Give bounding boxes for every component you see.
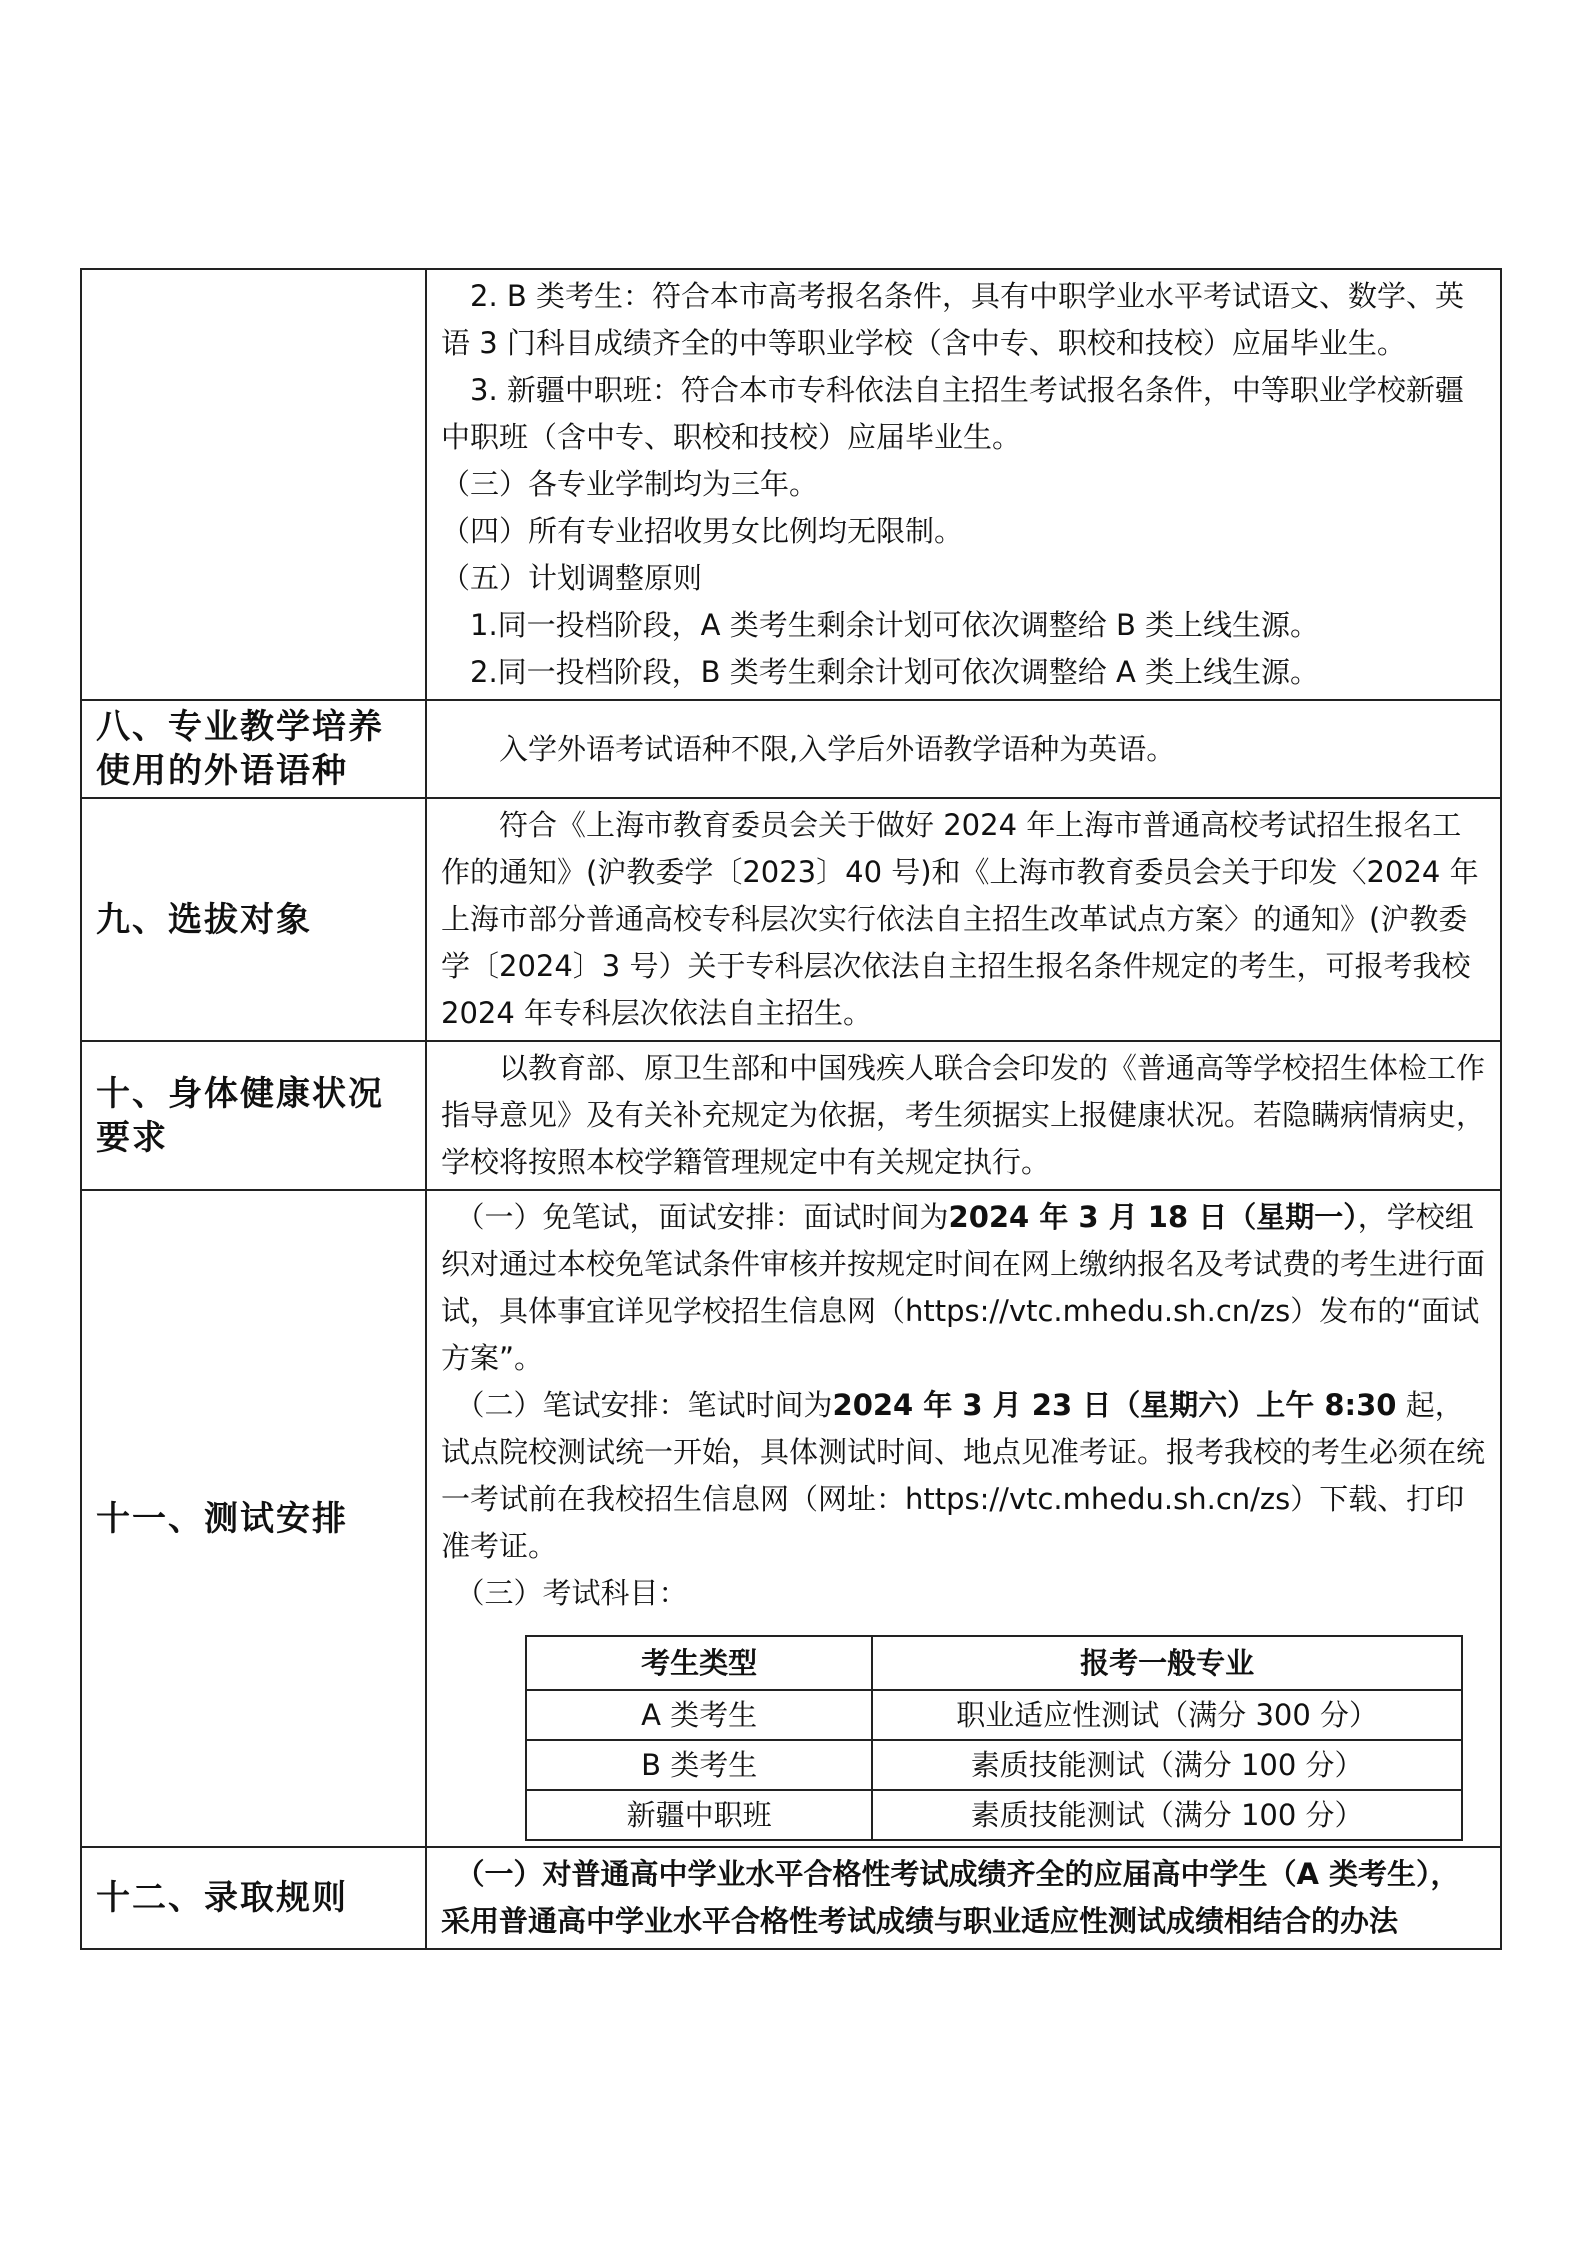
text: （一）免笔试，面试安排：面试时间为 [455,1200,949,1234]
admission-info-table [80,268,1502,1950]
paragraph: （四）所有专业招收男女比例均无限制。 [441,514,964,548]
paragraph: 入学外语考试语种不限,入学后外语教学语种为英语。 [499,731,1176,766]
row-label-foreign-language: 八、专业教学培养使用的外语语种 [81,700,426,798]
table-cell: 新疆中职班 [526,1790,872,1840]
table-cell: 素质技能测试（满分 100 分） [872,1740,1462,1790]
row-label-selection-target: 九、选拔对象 [81,798,426,1041]
table-header-row [526,1636,1462,1690]
written-test-paragraph [441,1382,1488,1570]
interview-paragraph [441,1194,1488,1382]
row-content-exam-eligibility [426,269,1501,700]
row-label-admission-rules: 十二、录取规则 [81,1847,426,1949]
column-header: 报考一般专业 [872,1636,1462,1690]
paragraph: 3. 新疆中职班：符合本市专科依法自主招生考试报名条件，中等职业学校新疆中职班（含中专、职校和技校）应届毕业生。 [441,373,1464,454]
row-content-test-arrangement [426,1190,1501,1847]
row-label-empty [81,269,426,700]
table-row [526,1690,1462,1740]
paragraph: （一）对普通高中学业水平合格性考试成绩齐全的应届高中学生（A 类考生），采用普通高中学业水平合格性考试成绩与职业适应性测试成绩相结合的办法 [441,1857,1460,1938]
paragraph: 2.同一投档阶段，B 类考生剩余计划可依次调整给 A 类上线生源。 [470,655,1320,689]
paragraph: 符合《上海市教育委员会关于做好 2024 年上海市普通高校考试招生报名工作的通知》(沪教委学〔2023〕40 号)和《上海市教育委员会关于印发〈2024 年上海市部分普通高校专科层次实行依法自主招生改革试点方案〉的通知》(沪教委学〔2024〕3 号）关于专科层次依法自主招生报名条件规定的考生，可报考我校 2024 年专科层次依法自主招生。 [441,808,1479,1030]
paragraph: （三）各专业学制均为三年。 [441,467,819,501]
table-row [81,269,1501,700]
table-cell: B 类考生 [526,1740,872,1790]
row-label-test-arrangement: 十一、测试安排 [81,1190,426,1847]
written-test-date: 2024 年 3 月 23 日（星期六）上午 8:30 [832,1388,1397,1422]
column-header: 考生类型 [526,1636,872,1690]
table-row [81,700,1501,798]
table-row [81,1190,1501,1847]
text: （二）笔试安排：笔试时间为 [455,1388,833,1422]
table-row [81,1847,1501,1949]
text: 起，试点院校测试统一开始，具体测试时间、地点见准考证。报考我校的考生必须在统一考试前在我校招生信息网（网址：https://vtc.mhedu.sh.cn/zs）下载、打印准考证。 [441,1388,1486,1563]
table-cell: 素质技能测试（满分 100 分） [872,1790,1462,1840]
paragraph: 以教育部、原卫生部和中国残疾人联合会印发的《普通高等学校招生体检工作指导意见》及有关补充规定为依据，考生须据实上报健康状况。若隐瞒病情病史，学校将按照本校学籍管理规定中有关规定执行。 [441,1051,1486,1179]
exam-subjects-heading: （三）考试科目： [455,1576,688,1610]
paragraph: （五）计划调整原则 [441,561,703,595]
row-content-foreign-language [426,700,1501,798]
row-content-health-requirements [426,1041,1501,1190]
table-row [81,1041,1501,1190]
table-row [526,1740,1462,1790]
paragraph: 1.同一投档阶段，A 类考生剩余计划可依次调整给 B 类上线生源。 [470,608,1320,642]
exam-subjects-table [525,1635,1463,1841]
row-label-health-requirements: 十、身体健康状况要求 [81,1041,426,1190]
table-cell: A 类考生 [526,1690,872,1740]
paragraph: 2. B 类考生：符合本市高考报名条件，具有中职学业水平考试语文、数学、英语 3 门科目成绩齐全的中等职业学校（含中专、职校和技校）应届毕业生。 [441,279,1465,360]
interview-date: 2024 年 3 月 18 日（星期一） [948,1200,1358,1234]
row-content-admission-rules [426,1847,1501,1949]
row-content-selection-target [426,798,1501,1041]
table-cell: 职业适应性测试（满分 300 分） [872,1690,1462,1740]
table-row [526,1790,1462,1840]
table-row [81,798,1501,1041]
text: ，学校组织对通过本校免笔试条件审核并按规定时间在网上缴纳报名及考试费的考生进行面试，具体事宜详见学校招生信息网（https://vtc.mhedu.sh.cn/zs）发布的“面试方案”。 [441,1200,1486,1375]
